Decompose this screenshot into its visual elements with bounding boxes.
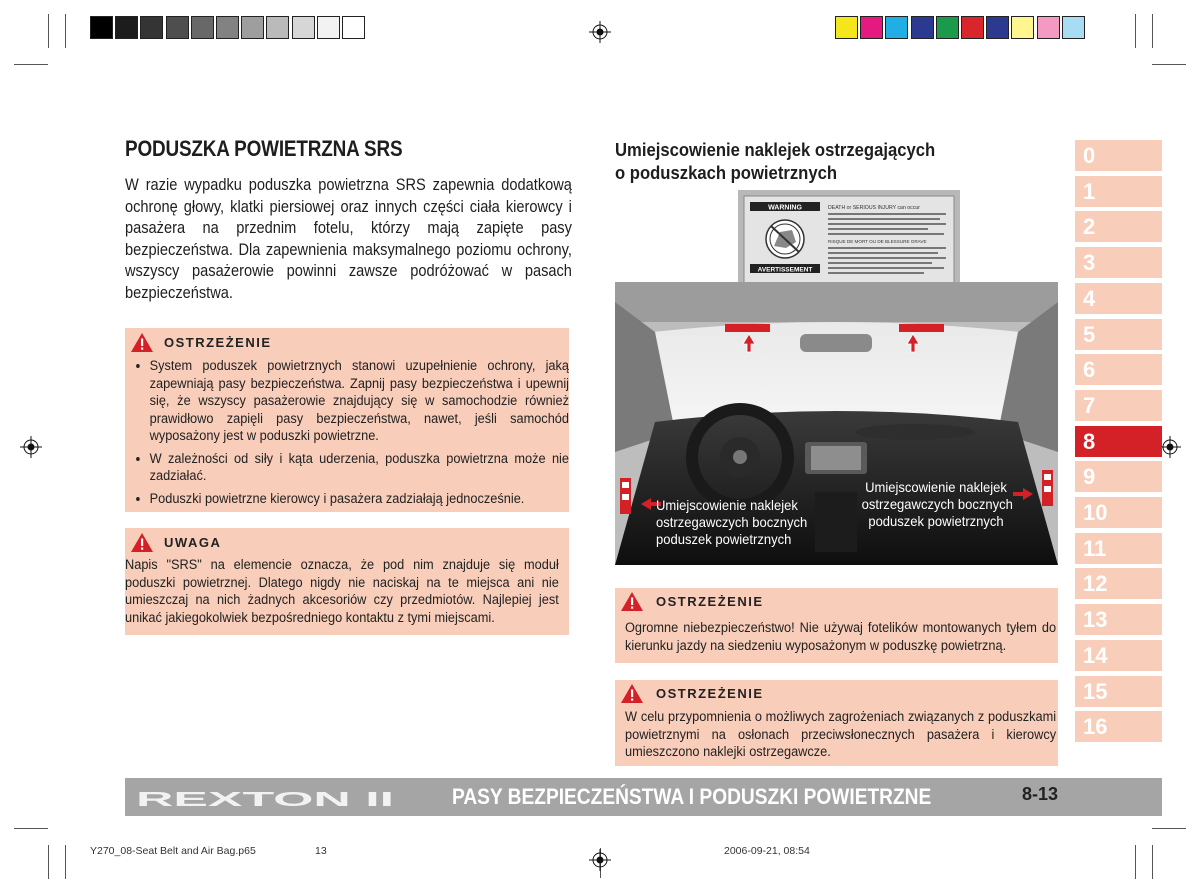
color-swatch <box>936 16 959 39</box>
label-death-text: DEATH or SERIOUS INJURY can occur <box>828 205 920 211</box>
warning-title: OSTRZEŻENIE <box>656 594 764 609</box>
chapter-tab-11[interactable]: 11 <box>1075 533 1162 564</box>
color-swatch <box>1011 16 1034 39</box>
airbag-warning-label-image <box>738 190 960 290</box>
chapter-tab-10[interactable]: 10 <box>1075 497 1162 528</box>
footer-white-block <box>67 803 88 858</box>
registration-mark-icon <box>589 849 611 871</box>
color-swatch <box>1062 16 1085 39</box>
right-sticker-caption: Umiejscowienie naklejek ostrzegawczych bocznych poduszek powietrznych <box>861 479 1013 529</box>
label-warning-text: WARNING <box>768 204 802 212</box>
chapter-tab-13[interactable]: 13 <box>1075 604 1162 635</box>
color-swatch <box>986 16 1009 39</box>
chapter-tab-7[interactable]: 7 <box>1075 390 1162 421</box>
left-sticker-caption: Umiejscowienie naklejek ostrzegawczych bocznych poduszek powietrznych <box>656 497 808 547</box>
label-risque-text: RISQUE DE MORT OU DE BLESSURE GRAVE <box>828 239 927 244</box>
chapter-tab-8[interactable]: 8 <box>1075 426 1162 457</box>
timestamp: 2006-09-21, 08:54 <box>724 845 810 857</box>
color-swatch <box>885 16 908 39</box>
gray-swatch <box>292 16 315 39</box>
warning-item: • W zależności od siły i kąta uderzenia, poduszka powietrzna może nie zadziałać. <box>150 451 569 486</box>
warning-item: • Poduszki powietrzne kierowcy i pasażera zadziałają jednocześnie. <box>150 491 569 509</box>
chapter-tab-6[interactable]: 6 <box>1075 354 1162 385</box>
color-swatch <box>911 16 934 39</box>
color-swatch <box>835 16 858 39</box>
chapter-tab-3[interactable]: 3 <box>1075 247 1162 278</box>
chapter-tab-1[interactable]: 1 <box>1075 176 1162 207</box>
page-title: PODUSZKA POWIETRZNA SRS <box>125 136 403 161</box>
gray-swatch <box>191 16 214 39</box>
chapter-tab-16[interactable]: 16 <box>1075 711 1162 742</box>
warning-text <box>137 358 569 513</box>
rexton-logo <box>136 788 398 810</box>
chapter-tab-5[interactable]: 5 <box>1075 319 1162 350</box>
sunvisor-warning-box <box>615 680 1058 766</box>
color-swatch <box>860 16 883 39</box>
warning-title: OSTRZEŻENIE <box>164 335 272 350</box>
gray-swatch <box>90 16 113 39</box>
note-box <box>125 528 569 635</box>
warning-triangle-icon <box>131 533 153 552</box>
note-title: UWAGA <box>164 535 222 550</box>
registration-mark-icon <box>20 436 42 458</box>
color-swatch <box>961 16 984 39</box>
chapter-tab-9[interactable]: 9 <box>1075 461 1162 492</box>
gray-swatch <box>115 16 138 39</box>
note-text: Napis "SRS" na elemencie oznacza, że pod nim znajduje się moduł poduszki powietrznej. Dlatego nigdy nie naciskaj na te miejsca ani nie umieszczaj na nich żadnych akcesoriów czy przedmiotów. Najlepiej jest unikać jakiegokolwiek bezpośredniego kontaktu z tymi miejscami. <box>125 557 559 626</box>
file-page: 13 <box>315 845 327 857</box>
gray-swatch <box>140 16 163 39</box>
gray-swatch <box>266 16 289 39</box>
file-name: Y270_08-Seat Belt and Air Bag.p65 <box>90 845 256 857</box>
warning-triangle-icon <box>621 684 643 703</box>
gray-swatch <box>317 16 340 39</box>
warning-triangle-icon <box>131 333 153 352</box>
warning-text: Ogromne niebezpieczeństwo! Nie używaj fotelików montowanych tyłem do kierunku jazdy na siedzeniu wyposażonym w poduszkę powietrzną. <box>625 620 1057 654</box>
chapter-tab-0[interactable]: 0 <box>1075 140 1162 171</box>
gray-swatch <box>342 16 365 39</box>
page-number: 8-13 <box>1022 784 1059 804</box>
warning-title: OSTRZEŻENIE <box>656 686 764 701</box>
gray-swatch <box>241 16 264 39</box>
svg-text:REXTON II: REXTON II <box>136 789 394 810</box>
chapter-tab-4[interactable]: 4 <box>1075 283 1162 314</box>
chapter-tab-14[interactable]: 14 <box>1075 640 1162 671</box>
intro-paragraph: W razie wypadku poduszka powietrzna SRS zapewnia dodatkową ochronę głowy, klatki piersiowej oraz innych części ciała kierowcy i pasażera na przednim fotelu, którzy mają zapięte pasy bezpieczeństwa. Dla zapewnienia maksymalnego poziomu ochrony, wszyscy pasażerowie powinni zawsze podróżować w pasach bezpieczeństwa. <box>125 176 572 302</box>
warning-box <box>125 328 569 512</box>
child-seat-warning-box <box>615 588 1058 663</box>
label-avertissement-text: AVERTISSEMENT <box>757 266 813 274</box>
chapter-tab-2[interactable]: 2 <box>1075 211 1162 242</box>
gray-swatch <box>216 16 239 39</box>
chapter-tab-12[interactable]: 12 <box>1075 568 1162 599</box>
warning-triangle-icon <box>621 592 643 611</box>
chapter-tab-15[interactable]: 15 <box>1075 676 1162 707</box>
figure-heading: Umiejscowienie naklejek ostrzegających o poduszkach powietrznych <box>615 139 936 183</box>
footer-title: PASY BEZPIECZEŃSTWA I PODUSZKI POWIETRZNE <box>452 784 932 809</box>
registration-mark-icon <box>1159 436 1181 458</box>
warning-text: W celu przypomnienia o możliwych zagrożeniach związanych z poduszkami powietrznymi na osłonach przeciwsłonecznych pasażera i kierowcy umieszczono naklejki ostrzegawcze. <box>625 709 1057 760</box>
registration-mark-icon <box>589 21 611 43</box>
color-swatch <box>1037 16 1060 39</box>
warning-item: • System poduszek powietrznych stanowi uzupełnienie ochrony, jaką zapewniają pasy bezpieczeństwa. Zapnij pasy bezpieczeństwa i upewnij się, że wszyscy pasażerowie znajdujący się w samochodzie również prawidłowo zapięli pasy bezpieczeństwa, nawet, jeśli samochód wyposażony jest w poduszki powietrzne. <box>150 358 569 446</box>
gray-swatch <box>166 16 189 39</box>
